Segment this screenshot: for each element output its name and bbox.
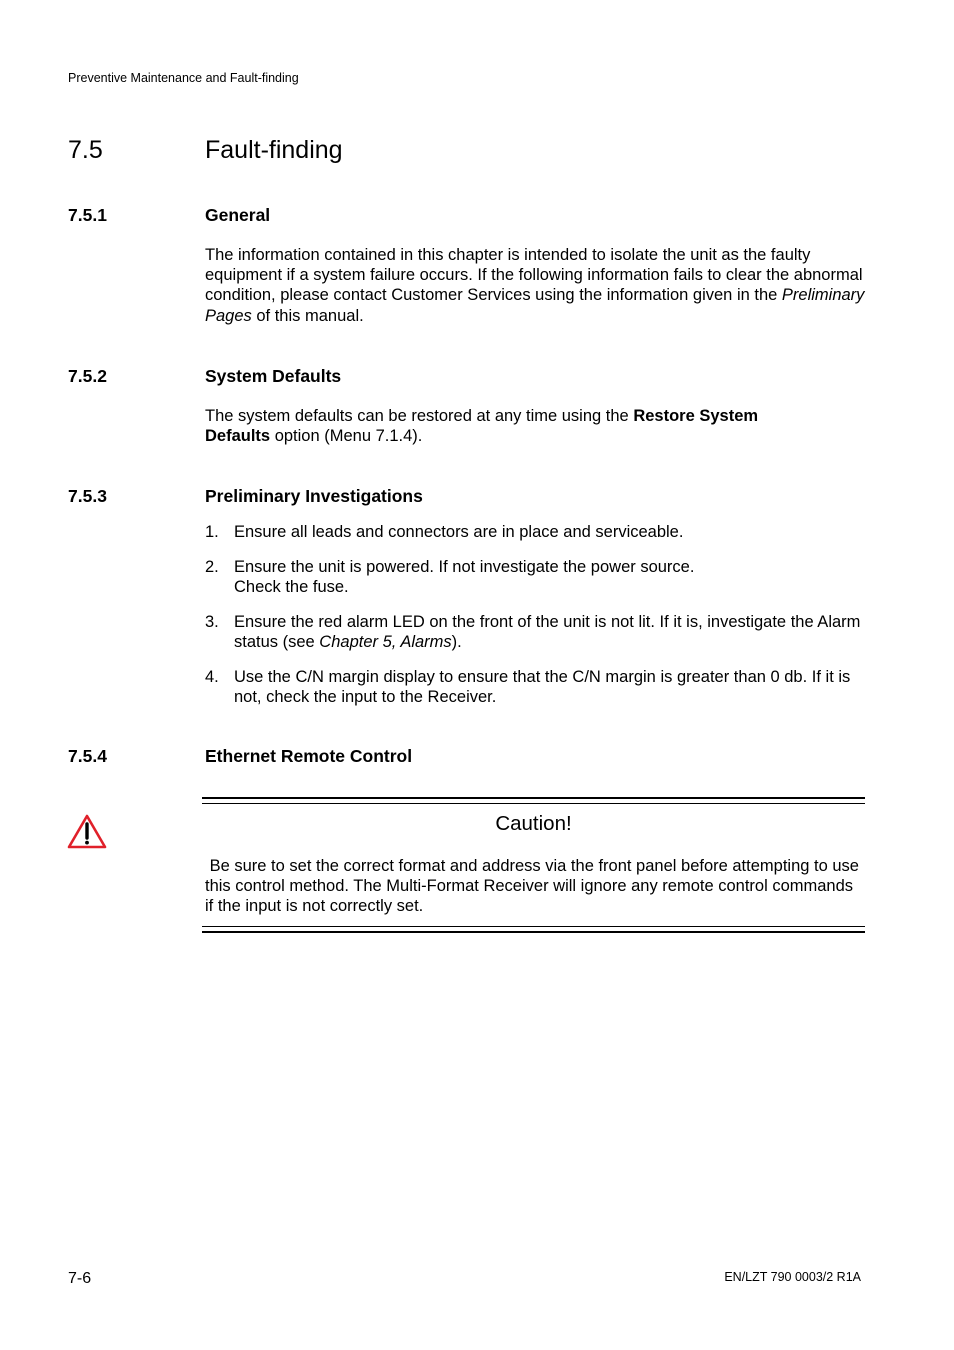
caution-top-rule [202,797,865,799]
subsection-number-general: 7.5.1 [68,205,107,225]
list-item: Ensure the red alarm LED on the front of the unit is not lit. If it is, investigate the Alarm status (see Chapter 5, Alarms). [234,613,861,652]
list-item-number: 4. [205,668,219,686]
caution-text: Be sure to set the correct format and address via the front panel before attempting to use this control method. The Multi-Format Receiver will ignore any remote control commands if the input is not correctly set. [205,857,864,916]
list-item: Ensure all leads and connectors are in place and serviceable. [234,523,684,541]
caution-bottom-rule-thin [202,926,865,927]
subsection-number-prelim: 7.5.3 [68,486,107,506]
caution-bottom-rule [202,931,865,933]
general-paragraph: The information contained in this chapter is intended to isolate the unit as the faulty equipment if a system failure occurs. If the following information fails to clear the abnormal condition, please contact Customer Services using the information given in the Preliminary Pages of this manual. [205,246,865,325]
list-item-number: 2. [205,558,219,576]
subsection-number-defaults: 7.5.2 [68,366,107,386]
subsection-title-prelim: Preliminary Investigations [205,486,423,506]
preliminary-pages-ref: Preliminary Pages [205,286,865,325]
list-item: Use the C/N margin display to ensure that the C/N margin is greater than 0 db. If it is not, check the input to the Receiver. [234,668,851,707]
section-title: Fault-finding [205,136,343,164]
defaults-paragraph: The system defaults can be restored at any time using the Restore System Defaults option (Menu 7.1.4). [205,407,759,446]
subsection-title-ethernet: Ethernet Remote Control [205,746,413,766]
document-reference: EN/LZT 790 0003/2 R1A [724,1270,861,1284]
page-number: 7-6 [68,1270,92,1287]
restore-defaults-option: Restore System Defaults [205,407,759,446]
section-number: 7.5 [68,136,103,164]
subsection-title-general: General [205,205,271,225]
caution-top-rule-thin [202,803,865,804]
list-item-number: 1. [205,523,219,541]
running-header: Preventive Maintenance and Fault-finding [68,71,299,85]
subsection-title-defaults: System Defaults [205,366,342,386]
list-item: Ensure the unit is powered. If not investigate the power source. Check the fuse. [234,558,695,597]
warning-triangle-icon [67,814,107,850]
subsection-number-ethernet: 7.5.4 [68,746,107,766]
list-item-number: 3. [205,613,219,631]
caution-title: Caution! [495,812,572,835]
chapter-reference: Chapter 5, Alarms [319,633,452,652]
